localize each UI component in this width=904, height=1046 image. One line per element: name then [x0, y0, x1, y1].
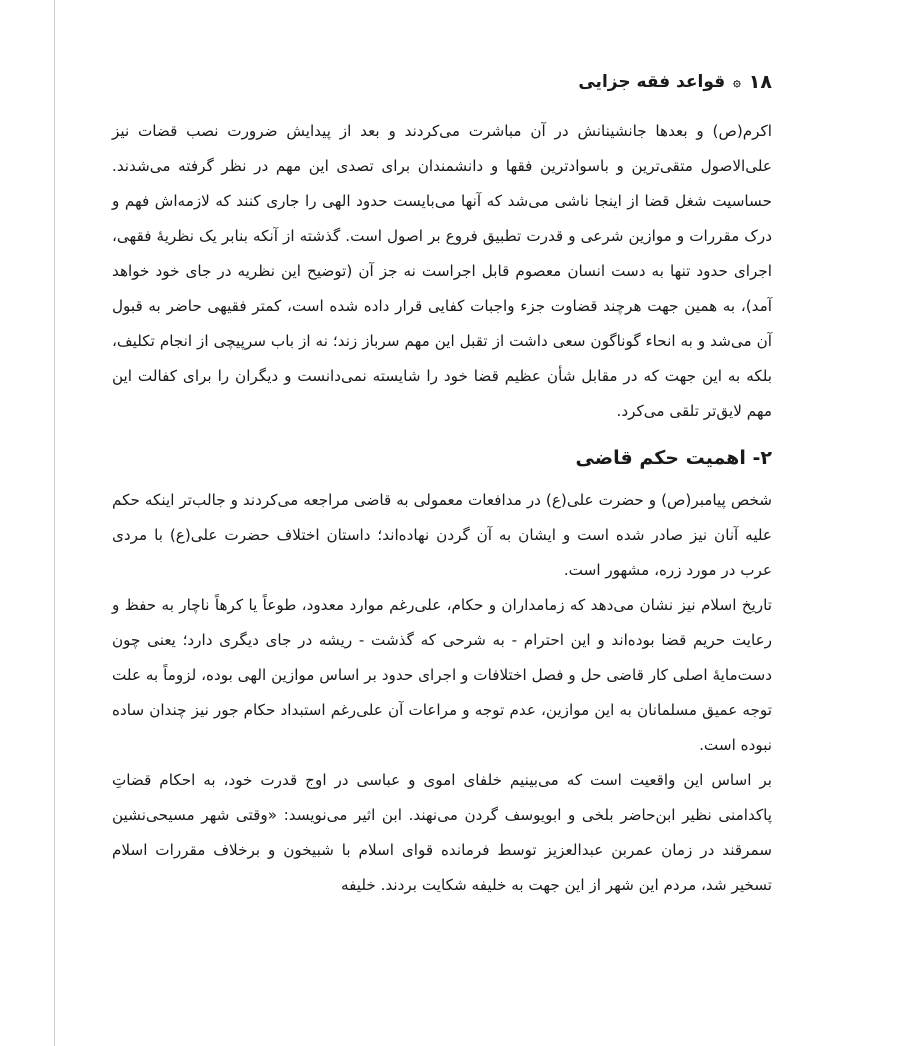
- section-heading: [112, 437, 772, 479]
- ornament-icon: ۞: [733, 74, 741, 90]
- section-number: ۲-: [752, 447, 772, 469]
- book-title: قواعد فقه جزایی: [578, 72, 726, 92]
- page-gutter-line: [54, 0, 55, 1046]
- section-paragraph: شخص پیامبر(ص) و حضرت علی(ع) در مدافعات معمولی به قاضی مراجعه می‌کردند و جالب‌تر اینکه حکم علیه آنان نیز صادر شده است و ایشان به آن گردن نهاده‌اند؛ داستان اختلاف حضرت علی(ع) با مردی عرب در مورد زره، مشهور است.: [112, 491, 772, 579]
- section-title: اهمیت حکم قاضی: [575, 447, 746, 469]
- running-header: [112, 62, 772, 102]
- section-paragraph: بر اساس این واقعیت است که می‌بینیم خلفای اموی و عباسی در اوج قدرت خود، به احکام قضاتِ پاکدامنی نظیر ابن‌حاضر بلخی و ابویوسف گردن می‌نهند. ابن اثیر می‌نویسد: «وقتی شهر مسیحی‌نشین سمرقند در زمان عمربن عبدالعزیز توسط فرمانده قوای اسلام با شبیخون و برخلاف مقررات اسلام تسخیر شد، مردم این شهر از این جهت به خلیفه شکایت بردند. خلیفه: [112, 771, 772, 894]
- book-page: [112, 62, 772, 903]
- intro-paragraph: اکرم(ص) و بعدها جانشینانش در آن مباشرت می‌کردند و بعد از پیدایش ضرورت نصب قضات نیز علی‌الاصول متقی‌ترین و باسوادترین فقها و دانشمندان برای تصدی این مهم در نظر گرفته می‌شدند. حساسیت شغل قضا از اینجا ناشی می‌شد که آنها می‌بایست حدود الهی را جاری کنند که لازمه‌اش فهم و درک مقررات و موازین شرعی و قدرت تطبیق فروع بر اصول است. گذشته از آنکه بنابر یک نظریهٔ فقهی، اجرای حدود تنها به دست انسان معصوم قابل اجراست نه جز آن (توضیح این نظریه در جای خود خواهد آمد)، به همین جهت هرچند قضاوت جزء واجبات کفایی قرار داده شده است، کمتر فقیهی حاضر به قبول آن می‌شد و به انحاء گوناگون سعی داشت از تقبل این مهم سرباز زند؛ نه از باب سرپیچی از انجام تکلیف، بلکه به این جهت که در مقابل شأن عظیم قضا خود را شایسته نمی‌دانست و دیگران را برای کفالت این مهم لایق‌تر تلقی می‌کرد.: [112, 122, 772, 420]
- section-paragraph: تاریخ اسلام نیز نشان می‌دهد که زمامداران و حکام، علی‌رغم موارد معدود، طوعاً یا کرهاً ناچار به حفظ و رعایت حریم قضا بوده‌اند و این احترام - به شرحی که گذشت - ریشه در جای دیگری دارد؛ یعنی چون دست‌مایهٔ اصلی کار قاضی حل و فصل اختلافات و اجرای حدود بر اساس موازین الهی بوده، لزوماً به علت توجه عمیق مسلمانان به این موازین، عدم توجه و مراعات آن علی‌رغم استبداد حکام جور نیز چندان ساده نبوده است.: [112, 596, 772, 754]
- page-number: ۱۸: [748, 71, 772, 93]
